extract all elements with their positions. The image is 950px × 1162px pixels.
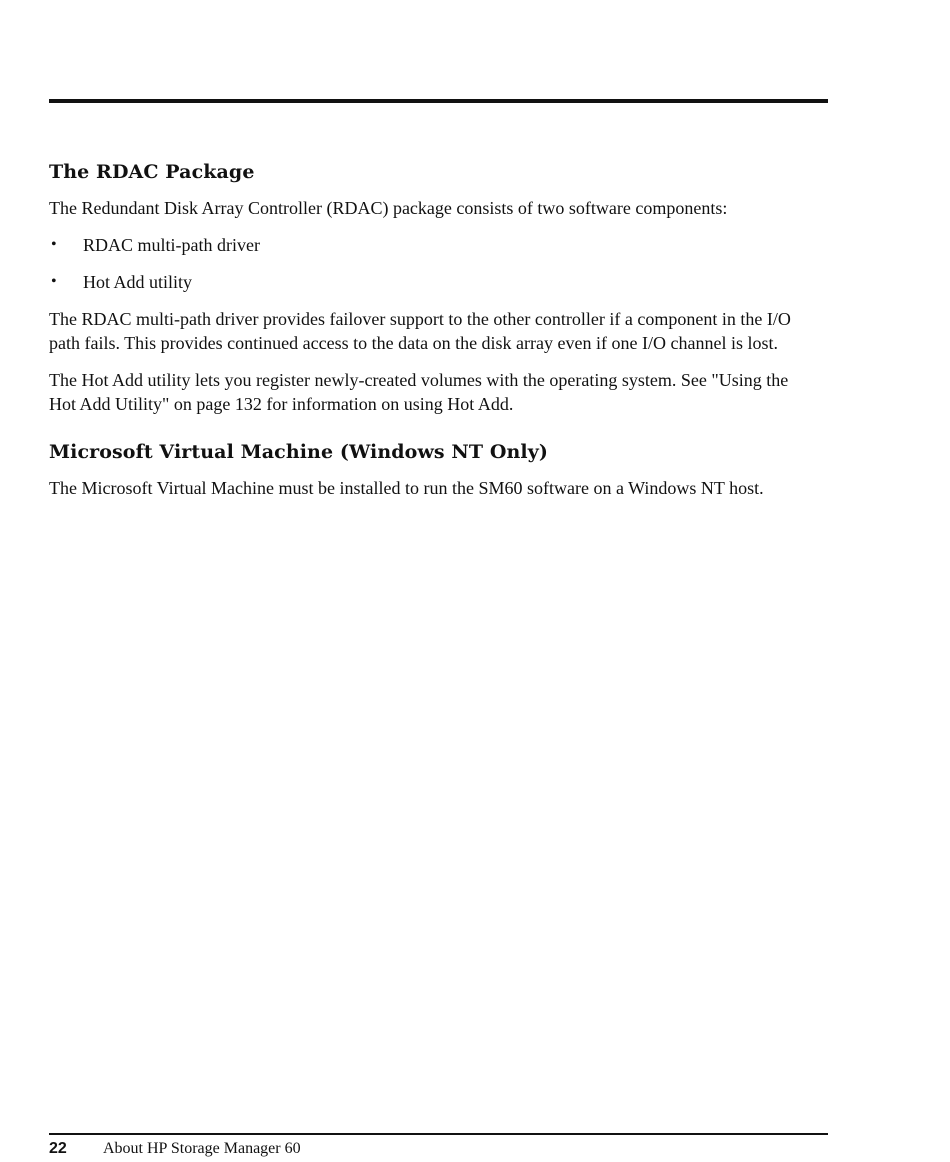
section-heading-rdac: The RDAC Package bbox=[49, 161, 255, 183]
page-number: 22 bbox=[49, 1140, 67, 1157]
microsoft-vm-paragraph: The Microsoft Virtual Machine must be installed to run the SM60 software on a Windows NT host. bbox=[49, 478, 764, 498]
rdac-intro-paragraph: The Redundant Disk Array Controller (RDAC) package consists of two software components: bbox=[49, 198, 728, 218]
footer-rule bbox=[49, 1133, 828, 1135]
page-footer bbox=[49, 1140, 301, 1162]
hot-add-paragraph: The Hot Add utility lets you register newly-created volumes with the operating system. See "Using the Hot Add Utility" on page 132 for information on using Hot Add. bbox=[49, 370, 789, 414]
footer-title: About HP Storage Manager 60 bbox=[103, 1140, 301, 1157]
bullet-icon: • bbox=[51, 236, 57, 253]
list-item-text: RDAC multi-path driver bbox=[83, 235, 260, 255]
list-item bbox=[49, 233, 809, 257]
section-heading-microsoft-vm: Microsoft Virtual Machine (Windows NT Only) bbox=[49, 441, 548, 463]
page-content bbox=[49, 160, 809, 513]
rdac-components-list bbox=[49, 233, 809, 294]
list-item-text: Hot Add utility bbox=[83, 272, 193, 292]
bullet-icon: • bbox=[51, 273, 57, 290]
top-rule bbox=[49, 99, 828, 103]
list-item bbox=[49, 270, 809, 294]
rdac-driver-paragraph: The RDAC multi-path driver provides failover support to the other controller if a component in the I/O path fails. This provides continued access to the data on the disk array even if one I/O channel is lost. bbox=[49, 309, 791, 353]
